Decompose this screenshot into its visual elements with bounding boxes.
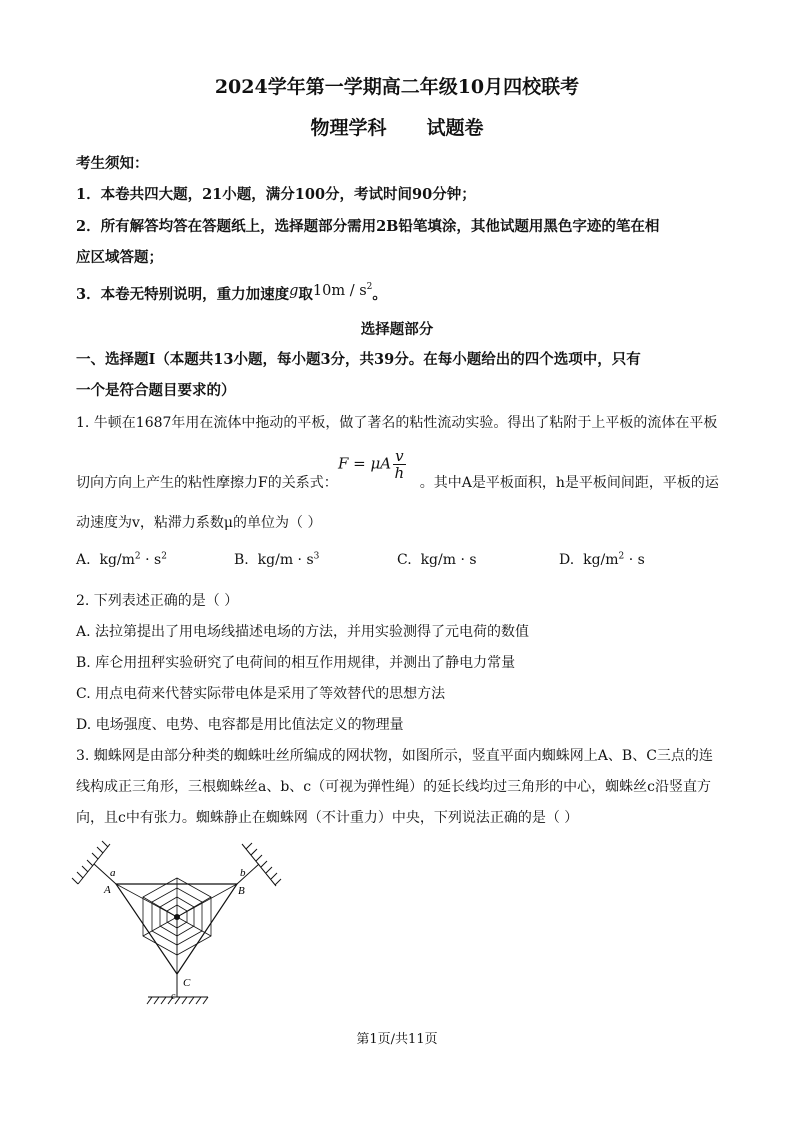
q1-line-2	[76, 472, 719, 492]
q1-option-c-text: kg/m · s	[420, 552, 477, 568]
page-footer: 第1页/共11页	[356, 1032, 438, 1047]
gravity-value-text: 10m / s	[312, 283, 367, 299]
q3-line-3: 向，且c中有张力。蜘蛛静止在蜘蛛网（不计重力）中央，下列说法正确的是（ ）	[76, 810, 579, 826]
q1-option-c-label: C.	[397, 552, 412, 568]
q1-option-a-exp2: 2	[161, 551, 167, 562]
notice-item-2b: 应区域答题；	[76, 249, 163, 266]
q1-formula-den: h	[394, 464, 405, 482]
q2-stem: 2. 下列表述正确的是（ ）	[76, 593, 239, 609]
q1-option-b[interactable]	[234, 552, 319, 568]
q1-option-b-text: kg/m · s	[257, 552, 314, 568]
notice-item-3-prefix: 3．本卷无特别说明，重力加速度	[76, 286, 290, 303]
q1-option-a-mid: · s	[140, 552, 162, 568]
label-b: b	[240, 867, 246, 879]
q3-line-1: 3. 蜘蛛网是由部分种类的蜘蛛吐丝所编成的网状物，如图所示，竖直平面内蜘蛛网上A、B、C三点的连	[76, 748, 713, 764]
ground	[147, 997, 208, 1004]
q1-option-b-exp: 3	[313, 551, 320, 562]
left-wall	[72, 841, 110, 884]
notice-item-3	[76, 283, 387, 304]
q1-option-d-text: kg/m	[583, 552, 619, 568]
label-C: C	[183, 977, 191, 989]
notice-item-2a: 2．所有解答均答在答题纸上，选择题部分需用2B铅笔填涂，其他试题用黑色字迹的笔在相	[76, 218, 660, 235]
label-A: A	[104, 884, 111, 896]
paper-label: 试题卷	[426, 117, 484, 139]
q2-option-d[interactable]: D. 电场强度、电势、电容都是用比值法定义的物理量	[76, 717, 404, 733]
right-wall	[242, 843, 281, 886]
q1-option-d-exp: 2	[618, 551, 625, 562]
q1-option-a-text: kg/m	[99, 552, 135, 568]
q1-line-1: 1. 牛顿在1687年用在流体中拖动的平板，做了著名的粘性流动实验。得出了粘附于上平板的流体在平板	[76, 415, 718, 431]
q1-option-a-exp1: 2	[134, 551, 141, 562]
label-c: c	[171, 991, 176, 1002]
q1-line-3: 动速度为v，粘滞力系数μ的单位为（ ）	[76, 515, 322, 531]
exam-title: 2024学年第一学期高二年级10月四校联考	[214, 76, 580, 98]
q2-option-a[interactable]: A. 法拉第提出了用电场线描述电场的方法，并用实验测得了元电荷的数值	[76, 624, 530, 640]
q2-option-c[interactable]: C. 用点电荷来代替实际带电体是采用了等效替代的思想方法	[76, 686, 446, 702]
q1-formula-lhs: F = μA	[338, 454, 392, 473]
section-heading-b: 一个是符合题目要求的）	[76, 382, 236, 399]
notice-heading: 考生须知：	[76, 155, 149, 172]
q1-option-b-label: B.	[234, 552, 249, 568]
gravity-symbol: g	[289, 283, 299, 299]
q1-option-d-tail: · s	[624, 552, 645, 568]
q1-option-a[interactable]	[76, 552, 167, 568]
spider-web-figure	[70, 832, 310, 1012]
notice-item-3-end: 。	[372, 286, 387, 303]
section-heading-a: 一、选择题Ⅰ（本题共13小题，每小题3分，共39分。在每小题给出的四个选项中，只有	[76, 351, 641, 368]
q1-option-d-label: D.	[559, 552, 575, 568]
gravity-value	[313, 283, 372, 299]
q1-option-d[interactable]	[559, 552, 645, 568]
gravity-value-exp: 2	[366, 282, 373, 293]
label-a: a	[110, 867, 116, 879]
notice-item-3-take: 取	[298, 286, 313, 303]
q1-formula-num: v	[395, 447, 404, 465]
notice-item-1: 1．本卷共四大题，21小题，满分100分，考试时间90分钟；	[76, 186, 476, 203]
q3-line-2: 线构成正三角形，三根蜘蛛丝a、b、c（可视为弹性绳）的延长线均过三角形的中心，蜘蛛丝c沿竖直方	[76, 779, 711, 795]
q1-option-c[interactable]	[397, 552, 477, 568]
web-spokes	[116, 878, 237, 974]
q2-option-b[interactable]: B. 库仑用扭秤实验研究了电荷间的相互作用规律，并测出了静电力常量	[76, 655, 516, 671]
q1-line-2-post: 。其中A是平板面积，h是平板间间距，平板的运	[419, 475, 719, 491]
label-B: B	[238, 885, 245, 897]
q1-option-a-label: A.	[76, 552, 91, 568]
spider-dot	[174, 914, 180, 920]
part-title: 选择题部分	[360, 321, 434, 338]
q1-line-2-pre: 切向方向上产生的粘性摩擦力F的关系式：	[76, 475, 338, 491]
subject-label: 物理学科	[310, 117, 387, 139]
exam-subtitle	[0, 113, 794, 140]
